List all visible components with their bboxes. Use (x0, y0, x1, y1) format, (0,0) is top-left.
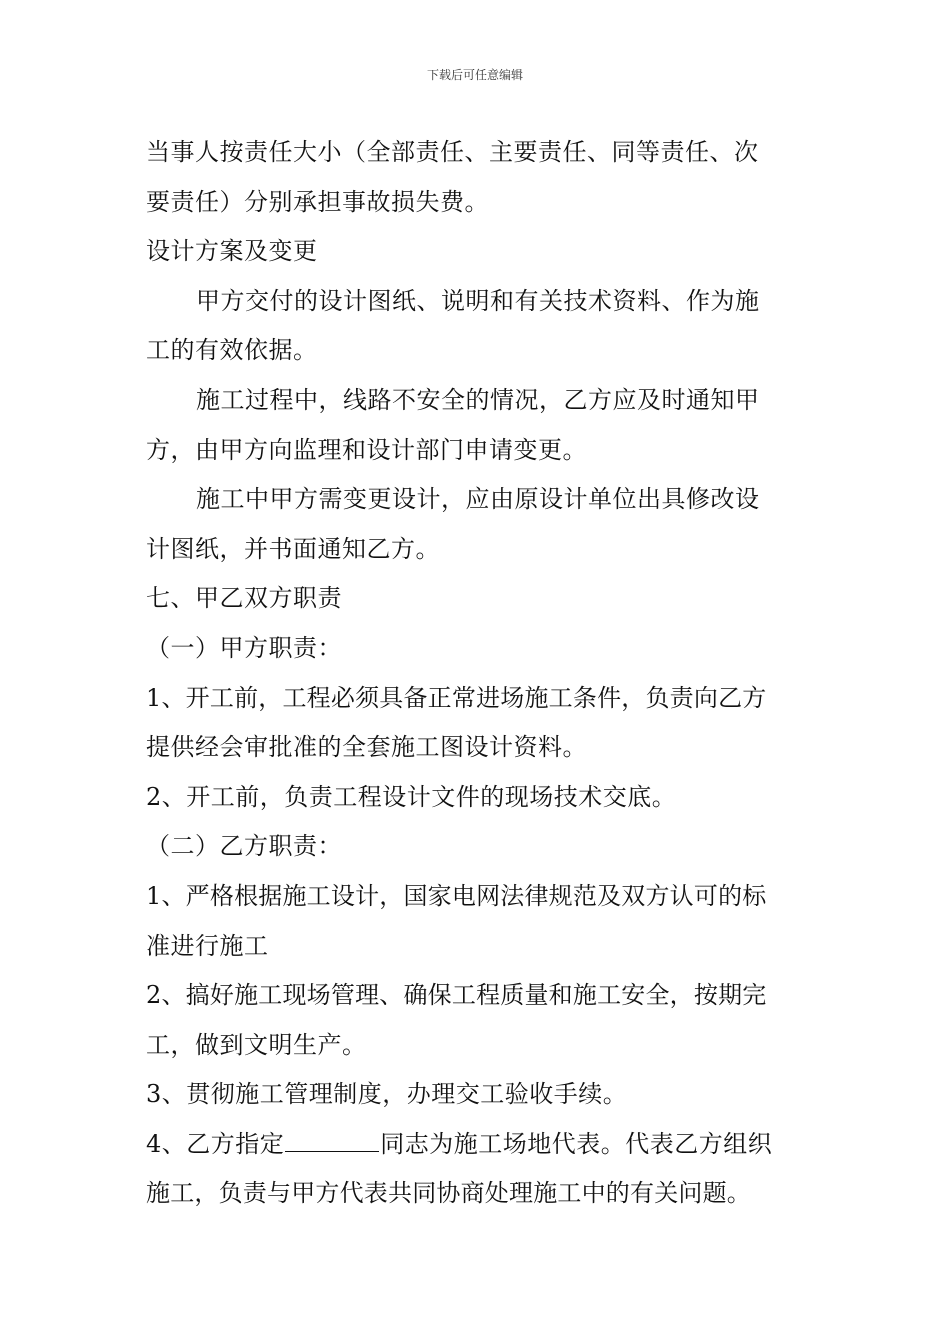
document-body (146, 128, 808, 1219)
paragraph-line: 施工过程中，线路不安全的情况，乙方应及时通知甲 (196, 385, 760, 414)
list-item: 2、搞好施工现场管理、确保工程质量和施工安全，按期完 (146, 981, 767, 1010)
list-item: 3、贯彻施工管理制度，办理交工验收手续。 (146, 1080, 628, 1109)
list-item: 准进行施工 (146, 931, 269, 960)
list-item: 提供经会审批准的全套施工图设计资料。 (146, 733, 587, 762)
list-item: 1、严格根据施工设计，国家电网法律规范及双方认可的标 (146, 881, 767, 910)
list-item-text: 4、乙方指定 (146, 1129, 285, 1158)
list-item (146, 1120, 808, 1170)
list-item: 2、开工前，负责工程设计文件的现场技术交底。 (146, 782, 677, 811)
paragraph-line: 甲方交付的设计图纸、说明和有关技术资料、作为施 (196, 286, 760, 315)
list-item: 工，做到文明生产。 (146, 1030, 367, 1059)
page-header: 下载后可任意编辑 (426, 68, 523, 82)
list-item: 1、开工前，工程必须具备正常进场施工条件，负责向乙方 (146, 683, 767, 712)
paragraph-line: 工的有效依据。 (146, 336, 318, 365)
list-item-text: 同志为施工场地代表。代表乙方组织 (380, 1129, 773, 1158)
paragraph-line: 要责任）分别承担事故损失费。 (146, 187, 489, 216)
section-heading: 设计方案及变更 (146, 237, 318, 266)
subsection-heading: （一）甲方职责： (146, 633, 342, 662)
paragraph-line: 施工中甲方需变更设计，应由原设计单位出具修改设 (196, 485, 760, 514)
paragraph-line: 当事人按责任大小（全部责任、主要责任、同等责任、次 (146, 138, 759, 166)
subsection-heading: （二）乙方职责： (146, 832, 342, 861)
paragraph-line: 方，由甲方向监理和设计部门申请变更。 (146, 435, 587, 464)
paragraph-line: 计图纸，并书面通知乙方。 (146, 534, 440, 563)
fill-in-blank (285, 1121, 379, 1152)
section-heading: 七、甲乙双方职责 (146, 584, 342, 613)
list-item: 施工，负责与甲方代表共同协商处理施工中的有关问题。 (146, 1179, 751, 1208)
